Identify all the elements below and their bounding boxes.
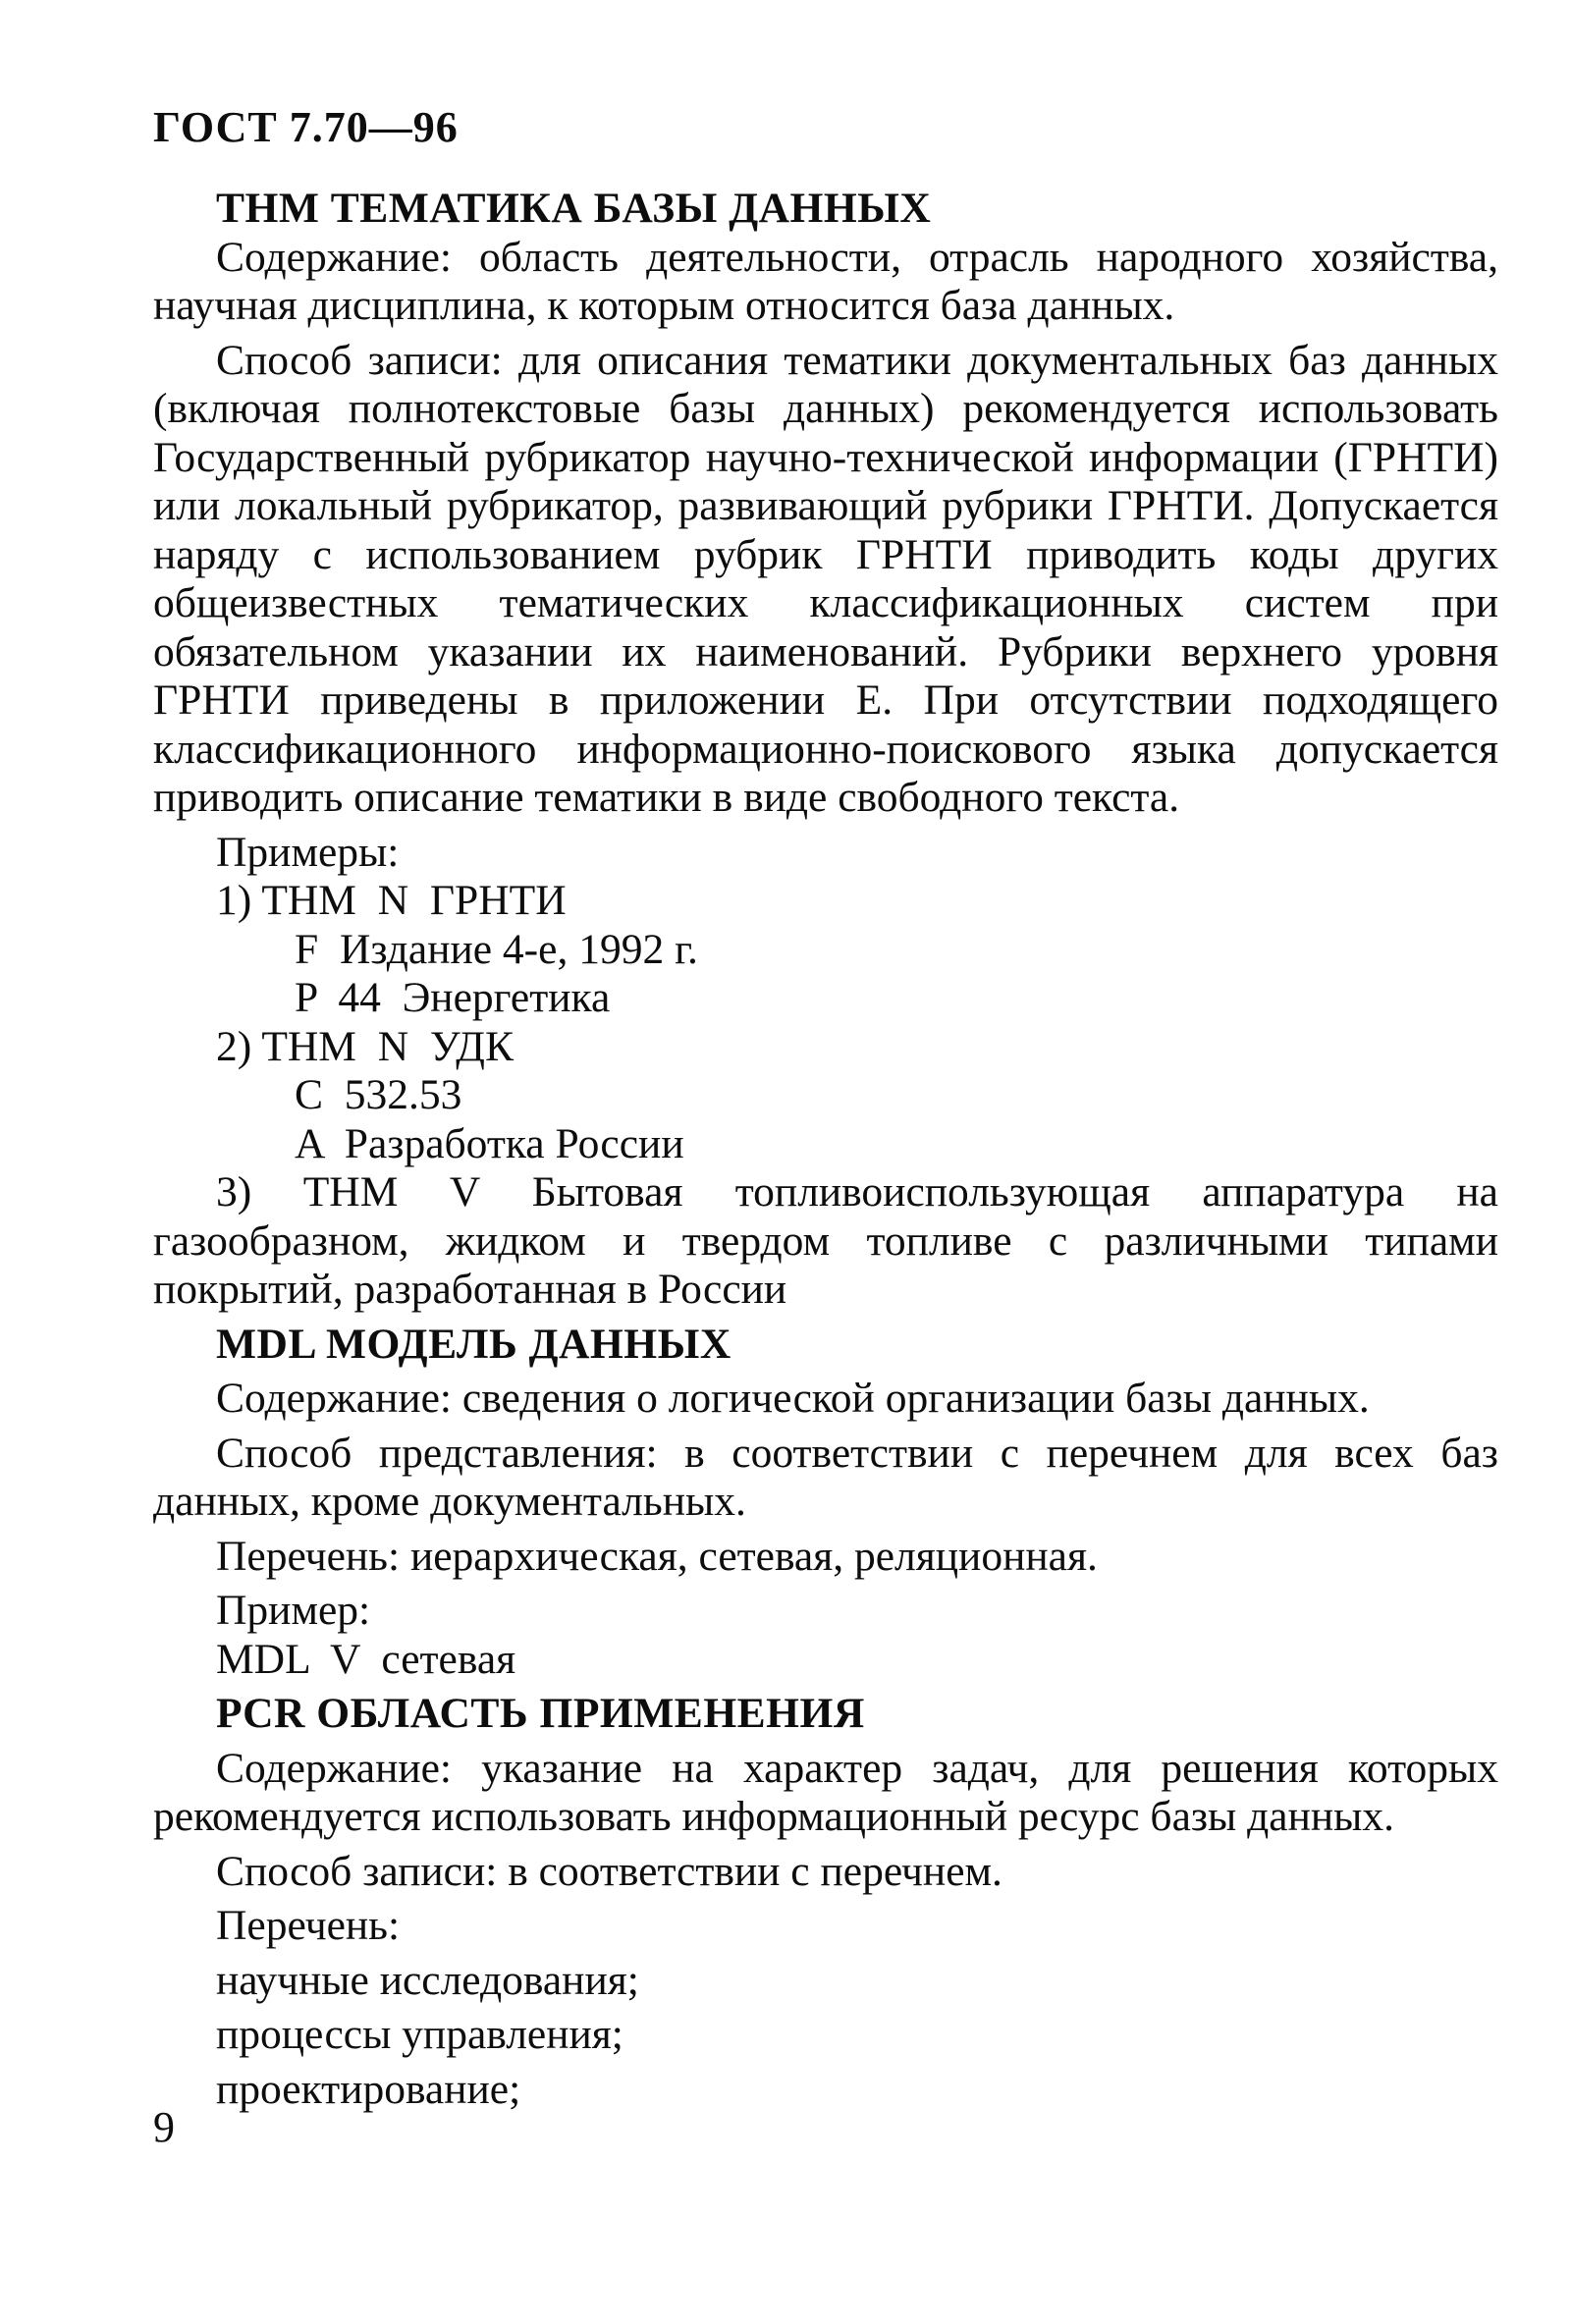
thm-example-3: 3) THM V Бытовая топливоиспользующая аппаратура на газообразном, жидком и твердом топливе с различными типами покрытий, разработанная в России bbox=[153, 1168, 1498, 1313]
thm-example-2-sub-2: A Разработка России bbox=[295, 1119, 684, 1167]
pcr-list-item: научные исследования; bbox=[216, 1956, 639, 2004]
thm-example-1-sub-2: P 44 Энергетика bbox=[295, 974, 611, 1021]
mdl-content-paragraph: Содержание: сведения о логической организации базы данных. bbox=[216, 1375, 1370, 1422]
pcr-list-label: Перечень: bbox=[216, 1902, 401, 1949]
mdl-example-label: Пример: bbox=[216, 1587, 371, 1634]
section-heading-thm: THM ТЕМАТИКА БАЗЫ ДАННЫХ bbox=[216, 185, 932, 232]
pcr-list-item: процессы управления; bbox=[216, 2011, 623, 2058]
section-heading-mdl: MDL МОДЕЛЬ ДАННЫХ bbox=[216, 1320, 731, 1368]
thm-content-paragraph: Содержание: область деятельности, отрасль народного хозяйства, научная дисциплина, к которым относится база данных. bbox=[153, 233, 1498, 329]
page-number: 9 bbox=[153, 2103, 175, 2151]
thm-example-1-sub-1: F Издание 4-е, 1992 г. bbox=[295, 925, 698, 973]
section-heading-pcr: PCR ОБЛАСТЬ ПРИМЕНЕНИЯ bbox=[216, 1690, 865, 1737]
pcr-method-paragraph: Способ записи: в соответствии с перечнем. bbox=[216, 1847, 1002, 1895]
thm-examples-label: Примеры: bbox=[216, 828, 400, 876]
thm-example-2: 2) THM N УДК bbox=[216, 1022, 514, 1070]
pcr-list-item: проектирование; bbox=[216, 2065, 521, 2113]
page-content bbox=[153, 185, 1498, 2114]
thm-example-2-sub-1: C 532.53 bbox=[295, 1071, 462, 1118]
standard-header: ГОСТ 7.70—96 bbox=[153, 103, 459, 151]
thm-example-1: 1) THM N ГРНТИ bbox=[216, 877, 567, 924]
thm-method-paragraph: Способ записи: для описания тематики документальных баз данных (включая полнотекстовые базы данных) рекомендуется использовать Государственный рубрикатор научно-технической информации (ГРНТИ) или локальный рубрикатор, развивающий рубрики ГРНТИ. Допускается наряду с использованием рубрик ГРНТИ приводить коды других общеизвестных тематических классификационных систем при обязательном указании их наименований. Рубрики верхнего уровня ГРНТИ приведены в приложении Е. При отсутствии подходящего классификационного информационно-поискового языка допускается приводить описание тематики в виде свободного текста. bbox=[153, 336, 1498, 821]
mdl-example: MDL V сетевая bbox=[216, 1635, 516, 1683]
mdl-method-paragraph: Способ представления: в соответствии с перечнем для всех баз данных, кроме документальных. bbox=[153, 1429, 1498, 1525]
pcr-content-paragraph: Содержание: указание на характер задач, для решения которых рекомендуется использовать информационный ресурс базы данных. bbox=[153, 1744, 1498, 1840]
mdl-list: Перечень: иерархическая, сетевая, реляционная. bbox=[216, 1532, 1098, 1580]
